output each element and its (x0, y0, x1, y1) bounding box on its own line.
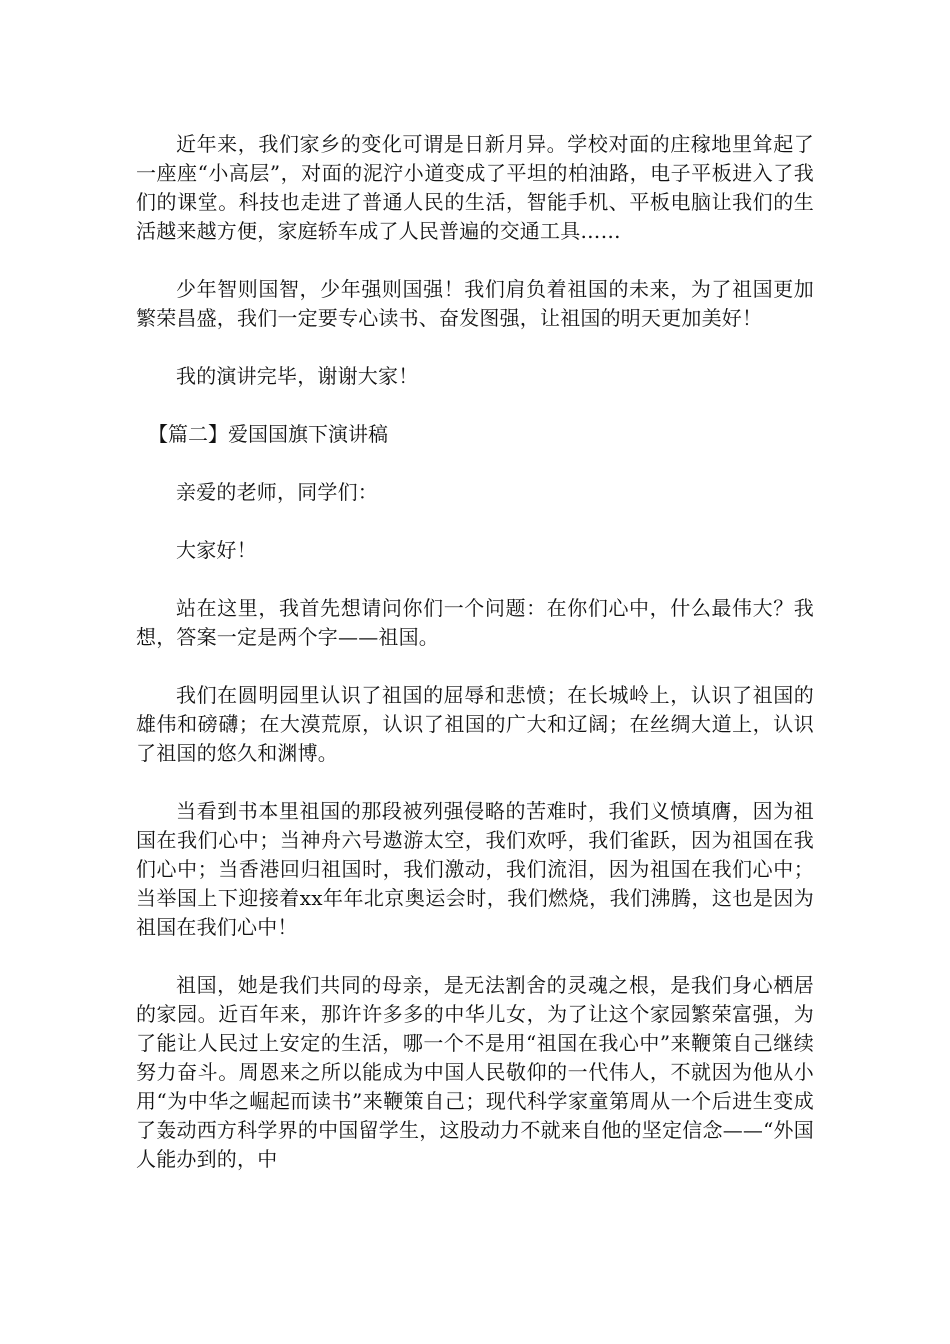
paragraph-motherland: 祖国，她是我们共同的母亲，是无法割舍的灵魂之根，是我们身心栖居的家园。近百年来，那许许多多的中华儿女，为了让这个家园繁荣富强，为了能让人民过上安定的生活，哪一个不是用“祖国在我心中”来鞭策自己继续努力奋斗。周恩来之所以能成为中国人民敬仰的一代伟人，不就因为他从小用“为中华之崛起而读书”来鞭策自己；现代科学家童第周从一个后进生变成了轰动西方科学界的中国留学生，这股动力不就来自他的坚定信念——“外国人能办到的，中 (136, 973, 814, 1171)
paragraph-greeting: 大家好！ (176, 538, 257, 562)
section-heading: 【篇二】爱国国旗下演讲稿 (148, 422, 388, 446)
paragraph-question: 站在这里，我首先想请问你们一个问题：在你们心中，什么最伟大？我想，答案一定是两个字——祖国。 (136, 596, 814, 649)
paragraph-youth-strong: 少年智则国智，少年强则国强！我们肩负着祖国的未来，为了祖国更加繁荣昌盛，我们一定要专心读书、奋发图强，让祖国的明天更加美好！ (136, 277, 814, 330)
paragraph-hometown-changes: 近年来，我们家乡的变化可谓是日新月异。学校对面的庄稼地里耸起了一座座“小高层”，对面的泥泞小道变成了平坦的柏油路，电子平板进入了我们的课堂。科技也走进了普通人民的生活，智能手机、平板电脑让我们的生活越来越方便，家庭轿车成了人民普遍的交通工具…… (136, 132, 814, 243)
paragraph-recognition: 我们在圆明园里认识了祖国的屈辱和悲愤；在长城岭上，认识了祖国的雄伟和磅礴；在大漠荒原，认识了祖国的广大和辽阔；在丝绸大道上，认识了祖国的悠久和渊博。 (136, 683, 814, 765)
paragraph-speech-end: 我的演讲完毕，谢谢大家！ (176, 364, 419, 388)
paragraph-in-our-hearts: 当看到书本里祖国的那段被列强侵略的苦难时，我们义愤填膺，因为祖国在我们心中；当神舟六号遨游太空，我们欢呼，我们雀跃，因为祖国在我们心中；当香港回归祖国时，我们激动，我们流泪，因为祖国在我们心中；当举国上下迎接着xx年年北京奥运会时，我们燃烧，我们沸腾，这也是因为祖国在我们心中！ (136, 799, 814, 939)
paragraph-salutation: 亲爱的老师，同学们： (176, 480, 378, 504)
